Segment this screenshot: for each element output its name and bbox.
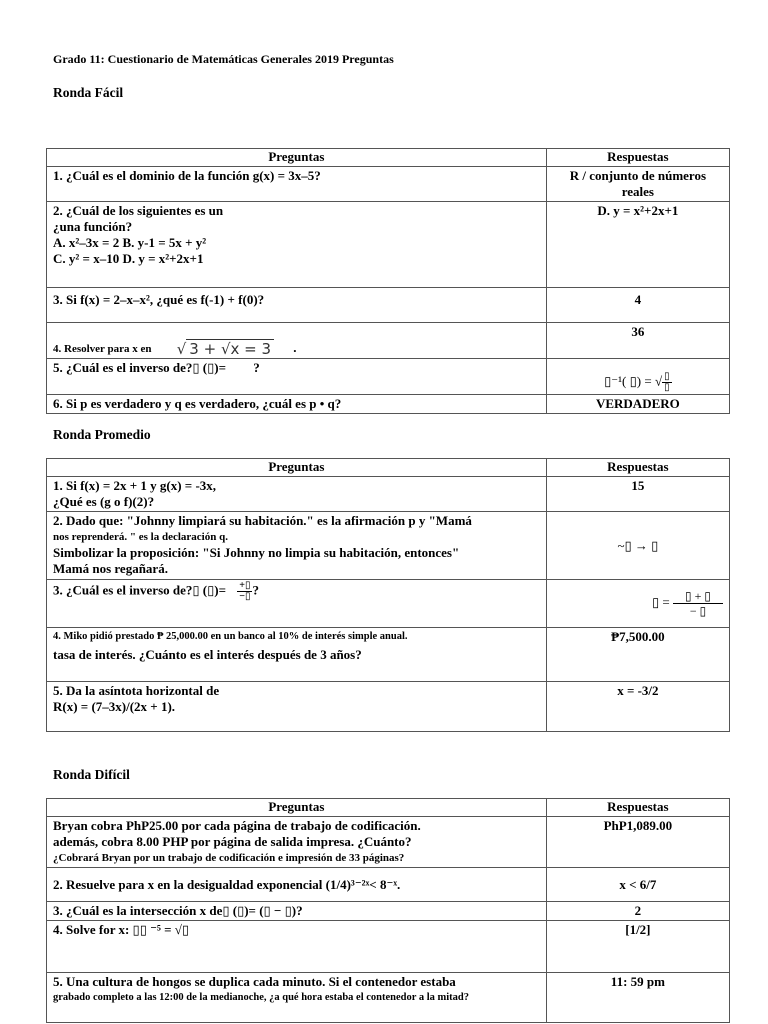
fraction-denominator: −▯ bbox=[239, 591, 251, 602]
question-line: ¿Cobrará Bryan por un trabajo de codificación e impresión de 33 páginas? bbox=[53, 852, 405, 864]
answer-fraction bbox=[662, 372, 672, 393]
answer-cell bbox=[546, 359, 729, 395]
question-line: 5. Una cultura de hongos se duplica cada minuto. Si el contenedor estaba bbox=[53, 974, 456, 989]
table-row bbox=[47, 921, 730, 973]
table-row bbox=[47, 682, 730, 732]
questions-header: Preguntas bbox=[47, 799, 547, 817]
answer-cell: 11: 59 pm bbox=[546, 973, 729, 1023]
question-cell bbox=[47, 580, 547, 628]
question-cell: 3. ¿Cuál es la intersección x de▯ (▯)= (▯ − ▯)? bbox=[47, 902, 547, 921]
question-mark: ? bbox=[252, 582, 259, 598]
question-cell bbox=[47, 323, 547, 359]
answer-cell: 2 bbox=[546, 902, 729, 921]
sqrt-expression: 3 + √x = 3 bbox=[186, 339, 274, 358]
sqrt-equation-image: √ 3 + √x = 3 bbox=[177, 341, 274, 357]
question-text: 4. Resolver para x en bbox=[53, 342, 152, 355]
table-row bbox=[47, 973, 730, 1023]
question-line: ¿Qué es (g o f)(2)? bbox=[53, 494, 155, 509]
table-header-row bbox=[47, 799, 730, 817]
answer-cell: VERDADERO bbox=[546, 395, 729, 414]
question-line: además, cobra 8.00 PHP por página de salida impresa. ¿Cuánto? bbox=[53, 834, 412, 849]
table-row bbox=[47, 395, 730, 414]
answer-text: ▯ = bbox=[652, 594, 670, 610]
question-line: 2. Dado que: "Johnny limpiará su habitación." es la afirmación p y "Mamá bbox=[53, 513, 472, 528]
table-row bbox=[47, 902, 730, 921]
question-cell: 4. Solve for x: ▯▯ ⁻⁵ = √▯ bbox=[47, 921, 547, 973]
answer-cell: PhP1,089.00 bbox=[546, 817, 729, 868]
answer-fraction bbox=[673, 589, 723, 618]
answer-cell bbox=[546, 580, 729, 628]
table-header-row bbox=[47, 459, 730, 477]
fraction-denominator: ▯ bbox=[664, 382, 670, 393]
question-cell bbox=[47, 628, 547, 682]
question-cell bbox=[47, 682, 547, 732]
table-row bbox=[47, 288, 730, 323]
table-row bbox=[47, 202, 730, 288]
answer-cell: [1/2] bbox=[546, 921, 729, 973]
question-cell: 2. Resuelve para x en la desigualdad exponencial (1/4)³⁻²ˣ< 8⁻ˣ. bbox=[47, 868, 547, 902]
question-line: A. x²–3x = 2 B. y-1 = 5x + y² bbox=[53, 235, 207, 250]
question-line: 5. Da la asíntota horizontal de bbox=[53, 683, 220, 698]
average-round-table bbox=[46, 458, 730, 732]
section-title-hard: Ronda Difícil bbox=[53, 767, 130, 782]
answers-header: Respuestas bbox=[546, 799, 729, 817]
question-cell: 1. ¿Cuál es el dominio de la función g(x) = 3x–5? bbox=[47, 167, 547, 202]
fraction-denominator: − ▯ bbox=[689, 604, 707, 618]
question-line: nos reprenderá. " es la declaración q. bbox=[53, 531, 228, 543]
question-line: 4. Miko pidió prestado ₱ 25,000.00 en un banco al 10% de interés simple anual. bbox=[53, 631, 408, 642]
question-line: ¿una función? bbox=[53, 219, 133, 234]
period: . bbox=[293, 339, 297, 355]
question-cell bbox=[47, 359, 547, 395]
questions-header: Preguntas bbox=[47, 459, 547, 477]
questions-header: Preguntas bbox=[47, 149, 547, 167]
question-line: tasa de interés. ¿Cuánto es el interés después de 3 años? bbox=[53, 647, 362, 662]
fraction-numerator: ▯ + ▯ bbox=[673, 589, 723, 604]
section-title-average: Ronda Promedio bbox=[53, 427, 151, 442]
question-line: Simbolizar la proposición: "Si Johnny no limpia su habitación, entonces" bbox=[53, 545, 460, 560]
question-text: 3. ¿Cuál es el inverso de?▯ (▯)= bbox=[53, 582, 227, 598]
answer-cell: ₱7,500.00 bbox=[546, 628, 729, 682]
table-header-row bbox=[47, 149, 730, 167]
table-row bbox=[47, 323, 730, 359]
answer-text: ▯⁻¹( ▯) = √ bbox=[604, 373, 663, 389]
question-line: grabado completo a las 12:00 de la medianoche, ¿a qué hora estaba el contenedor a la mitad? bbox=[53, 992, 470, 1003]
table-row bbox=[47, 817, 730, 868]
hard-round-table bbox=[46, 798, 730, 1023]
table-row bbox=[47, 167, 730, 202]
answer-cell: x = -3/2 bbox=[546, 682, 729, 732]
table-row bbox=[47, 512, 730, 580]
table-row bbox=[47, 359, 730, 395]
table-row bbox=[47, 868, 730, 902]
section-title-easy: Ronda Fácil bbox=[53, 85, 124, 100]
question-cell bbox=[47, 817, 547, 868]
question-line: 1. Si f(x) = 2x + 1 y g(x) = -3x, bbox=[53, 478, 217, 493]
fraction-numerator: ▯ bbox=[664, 371, 670, 382]
question-line: 2. ¿Cuál de los siguientes es un bbox=[53, 203, 224, 218]
table-row bbox=[47, 628, 730, 682]
answer-cell: 15 bbox=[546, 477, 729, 512]
question-cell bbox=[47, 973, 547, 1023]
fraction-numerator: +▯ bbox=[239, 580, 251, 591]
fraction-mark: ? bbox=[253, 360, 260, 375]
question-line: Bryan cobra PhP25.00 por cada página de trabajo de codificación. bbox=[53, 818, 421, 833]
question-fraction bbox=[237, 581, 252, 602]
answers-header: Respuestas bbox=[546, 459, 729, 477]
answer-cell: ~▯ → ▯ bbox=[546, 512, 729, 580]
document-title: Grado 11: Cuestionario de Matemáticas Generales 2019 Preguntas bbox=[53, 52, 394, 66]
question-line: Mamá nos regañará. bbox=[53, 561, 168, 576]
question-text: 5. ¿Cuál es el inverso de?▯ (▯)= bbox=[53, 360, 227, 375]
question-cell: 6. Si p es verdadero y q es verdadero, ¿cuál es p • q? bbox=[47, 395, 547, 414]
answer-cell: 4 bbox=[546, 288, 729, 323]
question-cell: 3. Si f(x) = 2–x–x², ¿qué es f(-1) + f(0)? bbox=[47, 288, 547, 323]
answer-cell: D. y = x²+2x+1 bbox=[546, 202, 729, 288]
answer-cell: R / conjunto de números reales bbox=[546, 167, 729, 202]
question-cell bbox=[47, 477, 547, 512]
answers-header: Respuestas bbox=[546, 149, 729, 167]
question-cell bbox=[47, 202, 547, 288]
question-cell bbox=[47, 512, 547, 580]
table-row bbox=[47, 580, 730, 628]
answer-cell: x < 6/7 bbox=[546, 868, 729, 902]
easy-round-table bbox=[46, 148, 730, 414]
question-line: R(x) = (7–3x)/(2x + 1). bbox=[53, 699, 176, 714]
answer-cell: 36 bbox=[546, 323, 729, 359]
table-row bbox=[47, 477, 730, 512]
question-line: C. y² = x–10 D. y = x²+2x+1 bbox=[53, 251, 204, 266]
